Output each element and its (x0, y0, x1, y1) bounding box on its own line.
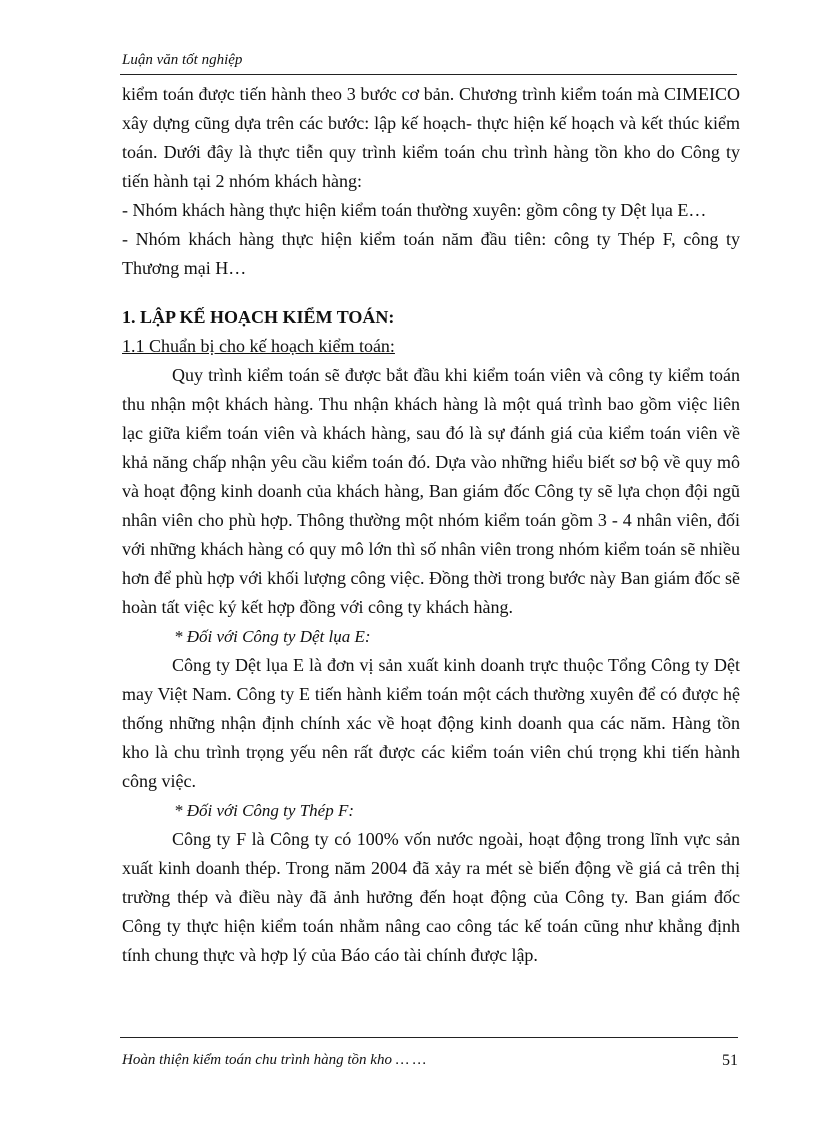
header-divider (120, 74, 737, 75)
bullet-first-year-clients: - Nhóm khách hàng thực hiện kiểm toán năm đầu tiên: công ty Thép F, công ty Thương mại H… (122, 229, 740, 278)
footer-title: Hoàn thiện kiểm toán chu trình hàng tồn kho … … (122, 1052, 427, 1068)
subheading-company-e: * Đối với Công ty Dệt lụa E: (174, 627, 371, 646)
page-number: 51 (722, 1052, 738, 1069)
header-title: Luận văn tốt nghiệp (122, 52, 243, 68)
document-body (122, 80, 740, 970)
subheading-company-f: * Đối với Công ty Thép F: (174, 801, 354, 820)
company-f-paragraph: Công ty F là Công ty có 100% vốn nước ngoài, hoạt động trong lĩnh vực sản xuất kinh doanh thép. Trong năm 2004 đã xảy ra mét sè biến động về giá cả trên thị trường thép và điều này đã ảnh hưởng đến hoạt động của Công ty. Ban giám đốc Công ty thực hiện kiểm toán nhằm nâng cao công tác kế toán cũng như khẳng định tính chung thực và hợp lý của Báo cáo tài chính được lập. (122, 829, 740, 965)
planning-paragraph: Quy trình kiểm toán sẽ được bắt đầu khi kiểm toán viên và công ty kiểm toán thu nhận một khách hàng. Thu nhận khách hàng là một quá trình bao gồm việc liên lạc giữa kiểm toán viên và khách hàng, sau đó là sự đánh giá của kiểm toán viên về khả năng chấp nhận yêu cầu kiểm toán đó. Dựa vào những hiểu biết sơ bộ về quy mô và hoạt động kinh doanh của khách hàng, Ban giám đốc Công ty sẽ lựa chọn đội ngũ nhân viên cho phù hợp. Thông thường một nhóm kiểm toán gồm 3 - 4 nhân viên, đối với những khách hàng có quy mô lớn thì số nhân viên trong nhóm kiểm toán sẽ nhiều hơn để phù hợp với khối lượng công việc. Đồng thời trong bước này Ban giám đốc sẽ hoàn tất việc ký kết hợp đồng với công ty khách hàng. (122, 365, 740, 617)
subsection-heading: 1.1 Chuẩn bị cho kế hoạch kiểm toán: (122, 336, 395, 356)
section-heading: 1. LẬP KẾ HOẠCH KIỂM TOÁN: (122, 307, 395, 327)
intro-paragraph: kiểm toán được tiến hành theo 3 bước cơ bản. Chương trình kiểm toán mà CIMEICO xây dựng cũng dựa trên các bước: lập kế hoạch- thực hiện kế hoạch và kết thúc kiểm toán. Dưới đây là thực tiễn quy trình kiểm toán chu trình hàng tồn kho do Công ty tiến hành tại 2 nhóm khách hàng: (122, 84, 740, 191)
company-e-paragraph: Công ty Dệt lụa E là đơn vị sản xuất kinh doanh trực thuộc Tổng Công ty Dệt may Việt Nam. Công ty E tiến hành kiểm toán một cách thường xuyên để có được hệ thống những nhận định chính xác về hoạt động kinh doanh qua các năm. Hàng tồn kho là chu trình trọng yếu nên rất được các kiểm toán viên chú trọng khi tiến hành công việc. (122, 655, 740, 791)
bullet-regular-clients: - Nhóm khách hàng thực hiện kiểm toán thường xuyên: gồm công ty Dệt lụa E… (122, 200, 707, 220)
footer-divider (120, 1037, 738, 1038)
